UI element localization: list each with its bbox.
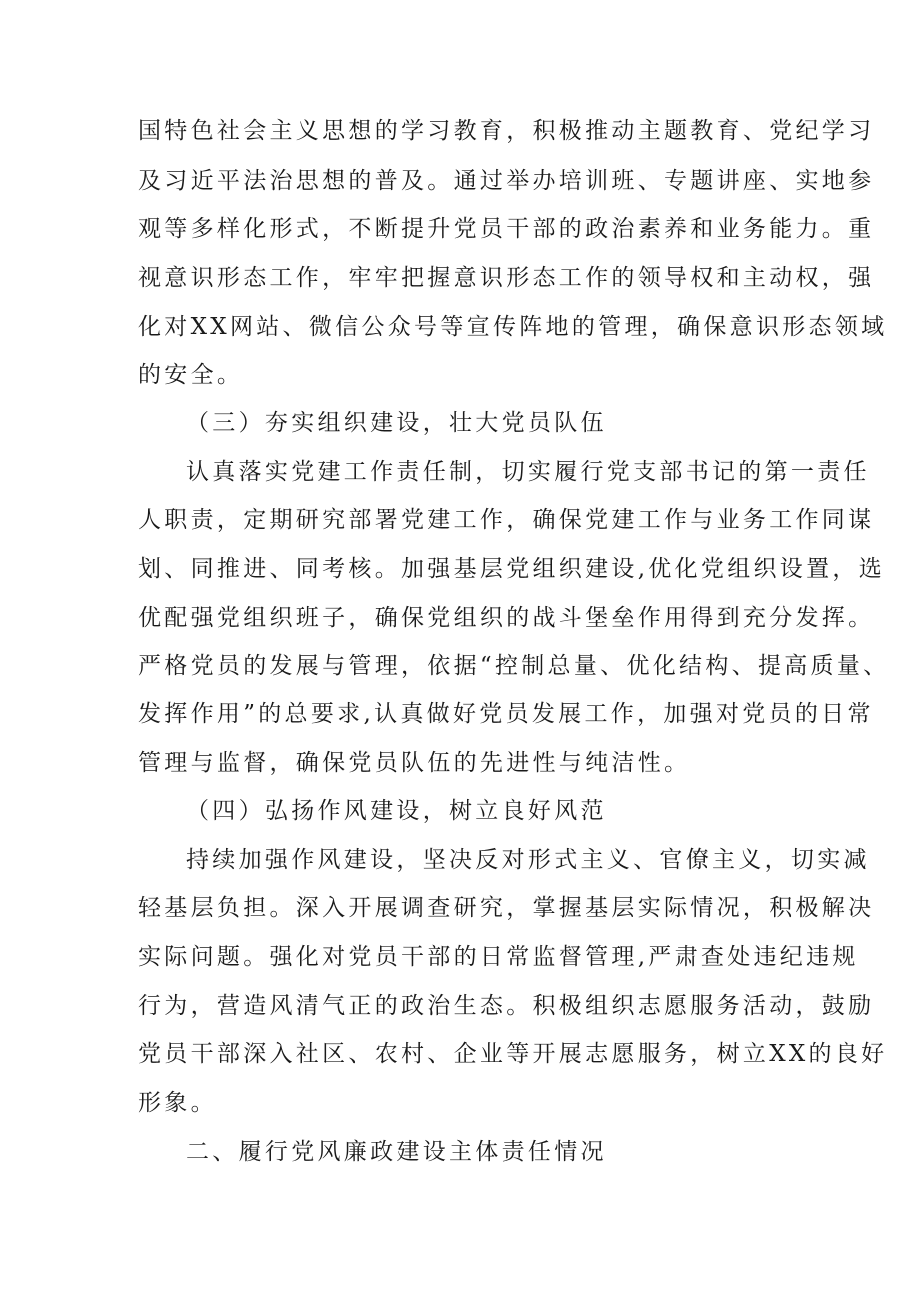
- paragraph-line: 国特色社会主义思想的学习教育，积极推动主题教育、党纪学习: [138, 118, 875, 144]
- section-heading-3: （三）夯实组织建设，壮大党员队伍: [186, 410, 607, 436]
- paragraph-line: 实际问题。强化对党员干部的日常监督管理,严肃查处违纪违规: [138, 944, 859, 970]
- paragraph-line: 行为，营造风清气正的政治生态。积极组织志愿服务活动，鼓励: [138, 993, 875, 1019]
- paragraph-line: 形象。: [138, 1090, 217, 1116]
- paragraph-line: 管理与监督，确保党员队伍的先进性与纯洁性。: [138, 750, 691, 776]
- paragraph-line: 持续加强作风建设，坚决反对形式主义、官僚主义，切实减: [186, 847, 870, 873]
- paragraph-line: 的安全。: [138, 362, 244, 388]
- section-heading-main: 二、履行党风廉政建设主体责任情况: [186, 1139, 607, 1165]
- paragraph-line: 优配强党组织班子，确保党组织的战斗堡垒作用得到充分发挥。: [138, 605, 875, 631]
- paragraph-line: 发挥作用”的总要求,认真做好党员发展工作，加强对党员的日常: [138, 701, 874, 727]
- paragraph-line: 化对XX网站、微信公众号等宣传阵地的管理，确保意识形态领域: [138, 314, 888, 340]
- section-heading-4: （四）弘扬作风建设，树立良好风范: [186, 798, 607, 824]
- paragraph-line: 党员干部深入社区、农村、企业等开展志愿服务，树立XX的良好: [138, 1041, 888, 1067]
- paragraph-line: 及习近平法治思想的普及。通过举办培训班、专题讲座、实地参: [138, 168, 875, 194]
- paragraph-line: 轻基层负担。深入开展调查研究，掌握基层实际情况，积极解决: [138, 895, 875, 921]
- paragraph-line: 视意识形态工作，牢牢把握意识形态工作的领导权和主动权，强: [138, 265, 875, 291]
- paragraph-line: 认真落实党建工作责任制，切实履行党支部书记的第一责任: [186, 459, 870, 485]
- paragraph-line: 划、同推进、同考核。加强基层党组织建设,优化党组织设置，选: [138, 556, 886, 582]
- paragraph-line: 严格党员的发展与管理，依据“控制总量、优化结构、提高质量、: [138, 653, 890, 679]
- paragraph-line: 人职责，定期研究部署党建工作，确保党建工作与业务工作同谋: [138, 507, 875, 533]
- paragraph-line: 观等多样化形式，不断提升党员干部的政治素养和业务能力。重: [138, 216, 875, 242]
